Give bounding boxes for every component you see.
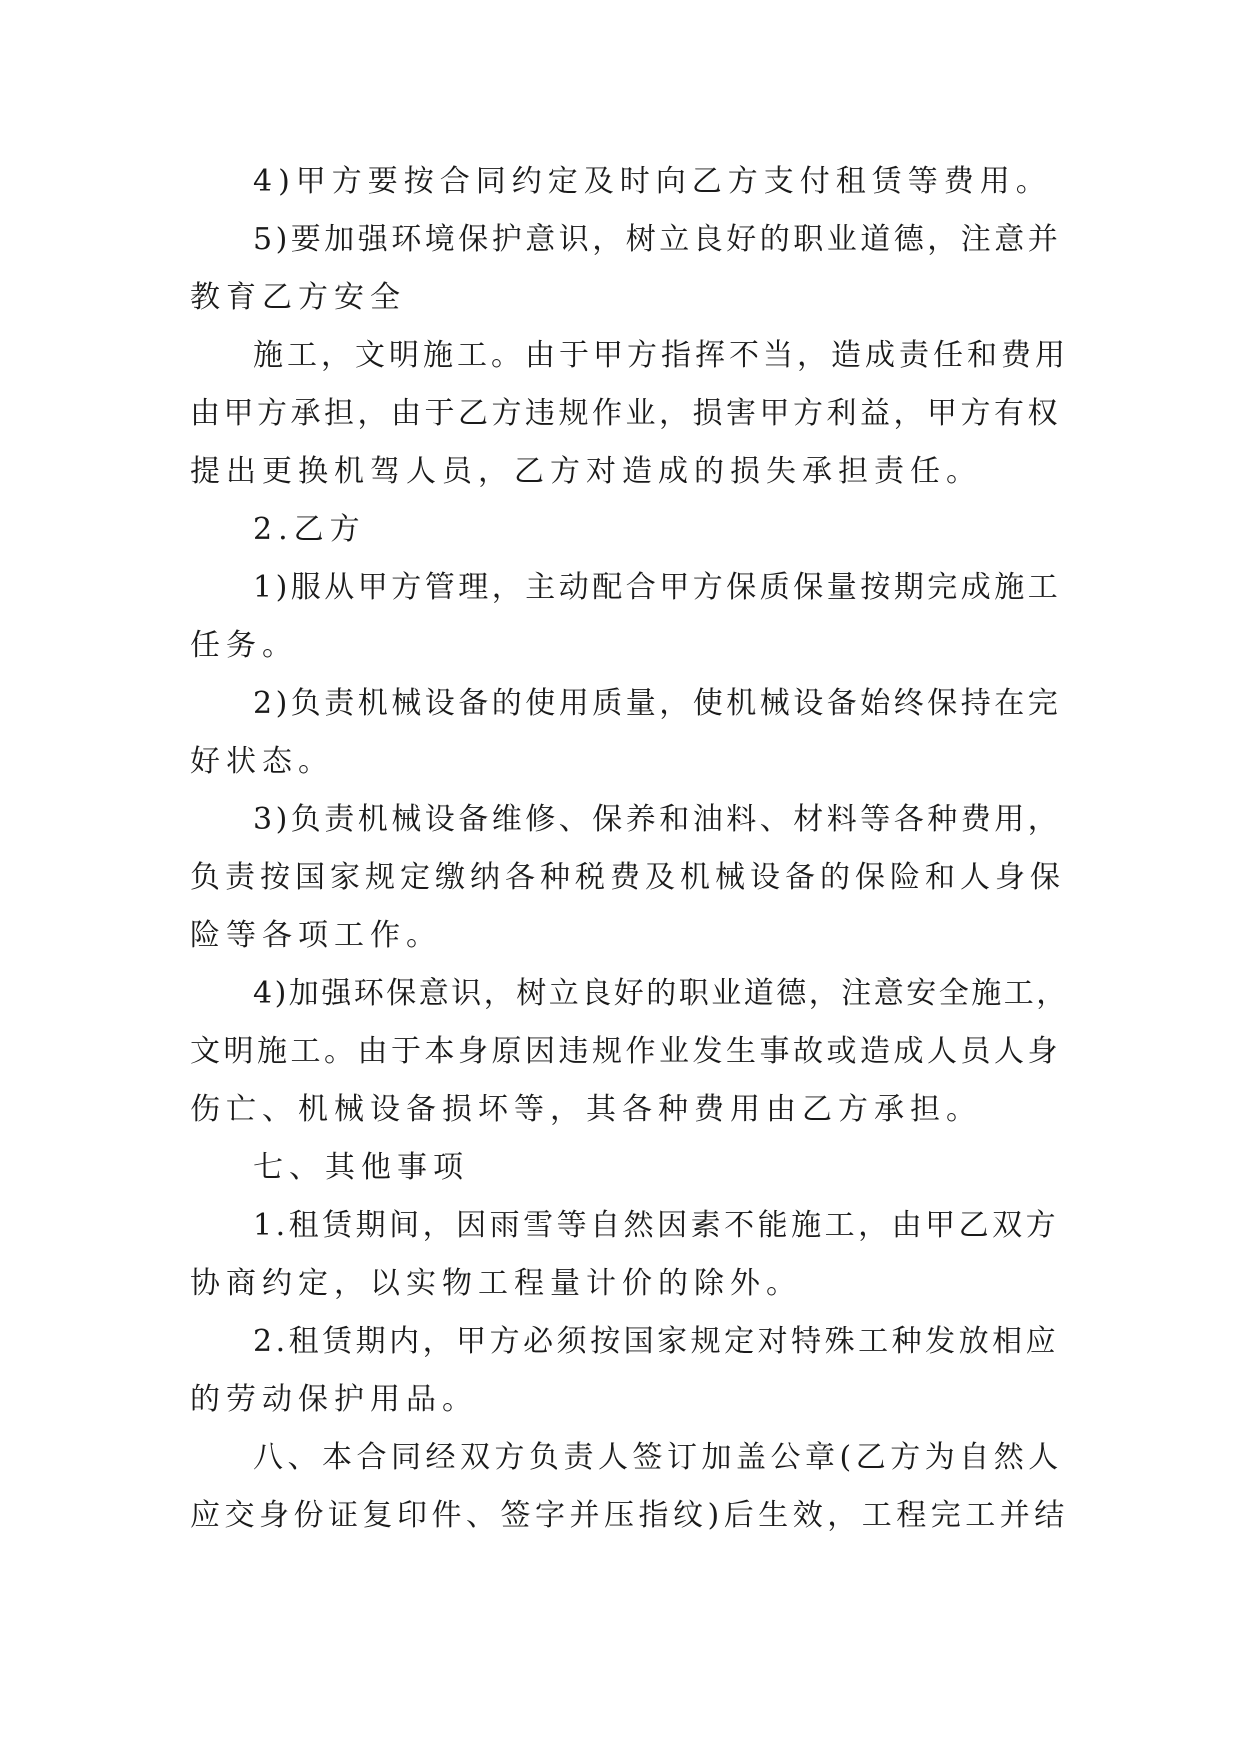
section-heading: 2.乙方 bbox=[253, 512, 366, 547]
paragraph-line: 文明施工。由于本身原因违规作业发生事故或造成人员人身 bbox=[190, 1034, 1061, 1069]
paragraph-line: 1.租赁期间，因雨雪等自然因素不能施工，由甲乙双方 bbox=[253, 1208, 1060, 1243]
paragraph-line: 任务。 bbox=[190, 628, 298, 663]
paragraph-line: 协商约定，以实物工程量计价的除外。 bbox=[190, 1266, 802, 1301]
paragraph-line: 提出更换机驾人员，乙方对造成的损失承担责任。 bbox=[190, 454, 982, 489]
paragraph-line: 3)负责机械设备维修、保养和油料、材料等各种费用， bbox=[253, 802, 1062, 837]
paragraph-line: 负责按国家规定缴纳各种税费及机械设备的保险和人身保 bbox=[190, 860, 1065, 895]
paragraph-line: 伤亡、机械设备损坏等，其各种费用由乙方承担。 bbox=[190, 1092, 982, 1127]
paragraph-line: 2)负责机械设备的使用质量，使机械设备始终保持在完 bbox=[253, 686, 1062, 721]
paragraph-line: 5)要加强环境保护意识，树立良好的职业道德，注意并 bbox=[253, 222, 1062, 257]
paragraph-line: 八、本合同经双方负责人签订加盖公章(乙方为自然人 bbox=[253, 1440, 1063, 1475]
paragraph-line: 2.租赁期内，甲方必须按国家规定对特殊工种发放相应 bbox=[253, 1324, 1060, 1359]
paragraph-line: 4)加强环保意识，树立良好的职业道德，注意安全施工， bbox=[253, 976, 1069, 1011]
paragraph-line: 应交身份证复印件、签字并压指纹)后生效，工程完工并结 bbox=[190, 1498, 1069, 1533]
paragraph-line: 1)服从甲方管理，主动配合甲方保质保量按期完成施工 bbox=[253, 570, 1062, 605]
paragraph-line: 由甲方承担，由于乙方违规作业，损害甲方利益，甲方有权 bbox=[190, 396, 1061, 431]
paragraph-line: 好状态。 bbox=[190, 744, 334, 779]
paragraph-line: 的劳动保护用品。 bbox=[190, 1382, 478, 1417]
paragraph-line: 施工，文明施工。由于甲方指挥不当，造成责任和费用 bbox=[253, 338, 1069, 373]
paragraph-line: 险等各项工作。 bbox=[190, 918, 442, 953]
paragraph-line: 4)甲方要按合同约定及时向乙方支付租赁等费用。 bbox=[253, 164, 1052, 199]
section-heading: 七、其他事项 bbox=[253, 1150, 469, 1185]
paragraph-line: 教育乙方安全 bbox=[190, 280, 406, 315]
